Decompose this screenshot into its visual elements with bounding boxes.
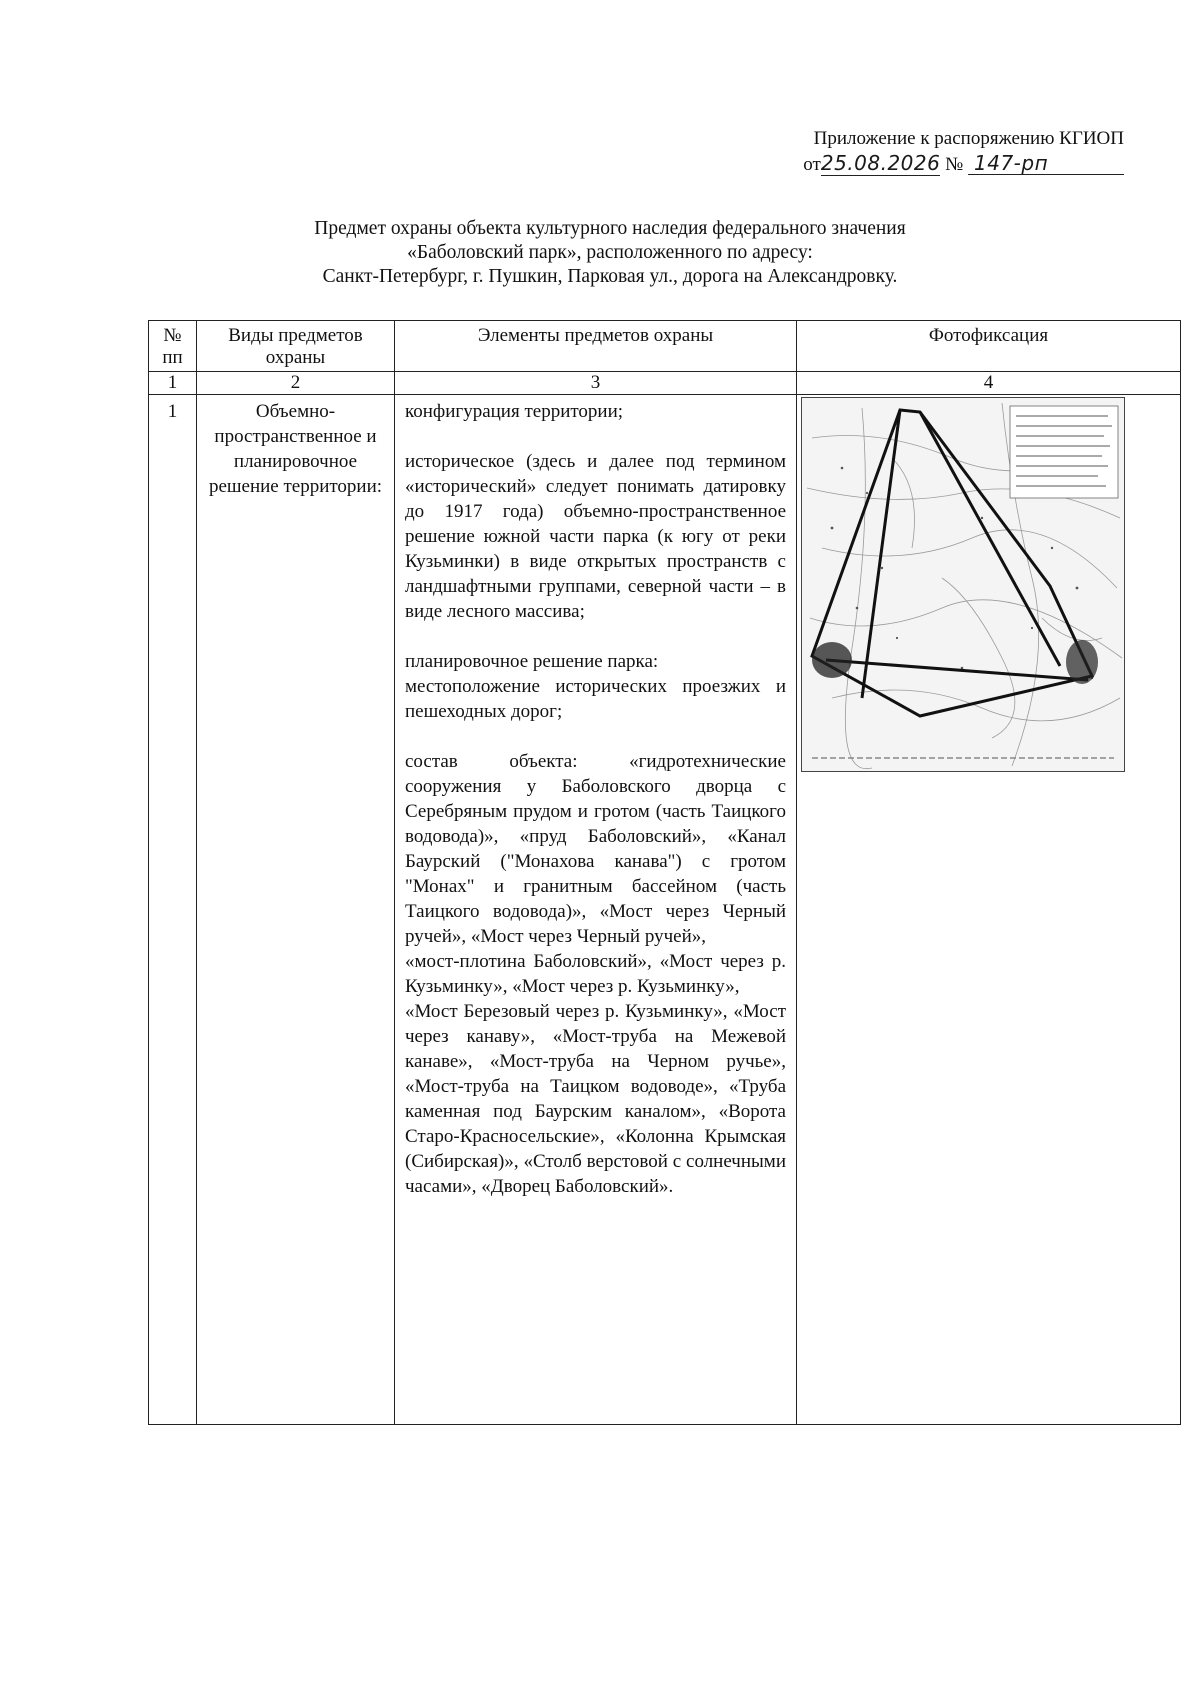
element-paragraph: конфигурация территории;: [405, 401, 624, 422]
park-plan-map-image: [801, 397, 1125, 772]
col-number: 3: [395, 372, 797, 395]
row-number: 1: [149, 395, 197, 1425]
protection-table: [148, 320, 1181, 1425]
element-paragraph: историческое (здесь и далее под термином «исторический» следует понимать датировку до 1917 года) объемно-пространственное решение южной части парка (к югу от реки Кузьминки) в виде открытых пространств с ландшафтными группами, северной части – в виде лесного массива;: [405, 451, 786, 622]
title-line3: Санкт-Петербург, г. Пушкин, Парковая ул., дорога на Александровку.: [322, 266, 898, 287]
element-paragraph: «мост-плотина Баболовский», «Мост через р. Кузьминку», «Мост через р. Кузьминку»,: [405, 951, 786, 997]
header-elements: Элементы предметов охраны: [395, 321, 797, 372]
row-photo-cell: [797, 395, 1181, 1425]
element-paragraph: состав объекта: «гидротехнические сооружения у Баболовского дворца с Серебряным прудом и гротом (часть Таицкого водовода)», «пруд Баболовский», «Канал Баурский ("Монахова канава") с гротом "Монах" и гранитным бассейном (часть Таицкого водовода)», «Мост через Черный ручей», «Мост через Черный ручей»,: [405, 751, 786, 947]
header-num: № пп: [149, 321, 197, 372]
appendix-line2: [803, 152, 1124, 176]
appendix-line1: Приложение к распоряжению КГИОП: [813, 128, 1124, 149]
col-number: 4: [797, 372, 1181, 395]
table-row: [149, 395, 1181, 1425]
appendix-header: [803, 128, 1124, 176]
col-number: 1: [149, 372, 197, 395]
appendix-number: 147-рп: [968, 152, 1124, 175]
appendix-from-prefix: от: [803, 154, 821, 175]
table-column-numbers-row: [149, 372, 1181, 395]
document-title: [160, 217, 1060, 289]
element-paragraph: «Мост Березовый через р. Кузьминку», «Мост через канаву», «Мост-труба на Межевой канаве», «Мост-труба на Черном ручье», «Мост-труба на Таицком водоводе», «Труба каменная под Баурским каналом», «Ворота Старо-Красносельские», «Колонна Крымская (Сибирская)», «Столб верстовой с солнечными часами», «Дворец Баболовский».: [405, 1001, 786, 1197]
title-line1: Предмет охраны объекта культурного наследия федерального значения: [314, 218, 906, 239]
header-kind: Виды предметов охраны: [197, 321, 395, 372]
element-paragraph: местоположение исторических проезжих и пешеходных дорог;: [405, 676, 786, 722]
appendix-number-prefix: №: [945, 154, 964, 175]
col-number: 2: [197, 372, 395, 395]
row-kind: Объемно-пространственное и планировочное решение территории:: [197, 395, 395, 1425]
table-header-row: [149, 321, 1181, 372]
appendix-date: 25.08.2026: [820, 151, 941, 175]
row-elements: [395, 395, 797, 1425]
header-photo: Фотофиксация: [797, 321, 1181, 372]
title-line2: «Баболовский парк», расположенного по адресу:: [407, 242, 813, 263]
element-paragraph: планировочное решение парка:: [405, 651, 659, 672]
